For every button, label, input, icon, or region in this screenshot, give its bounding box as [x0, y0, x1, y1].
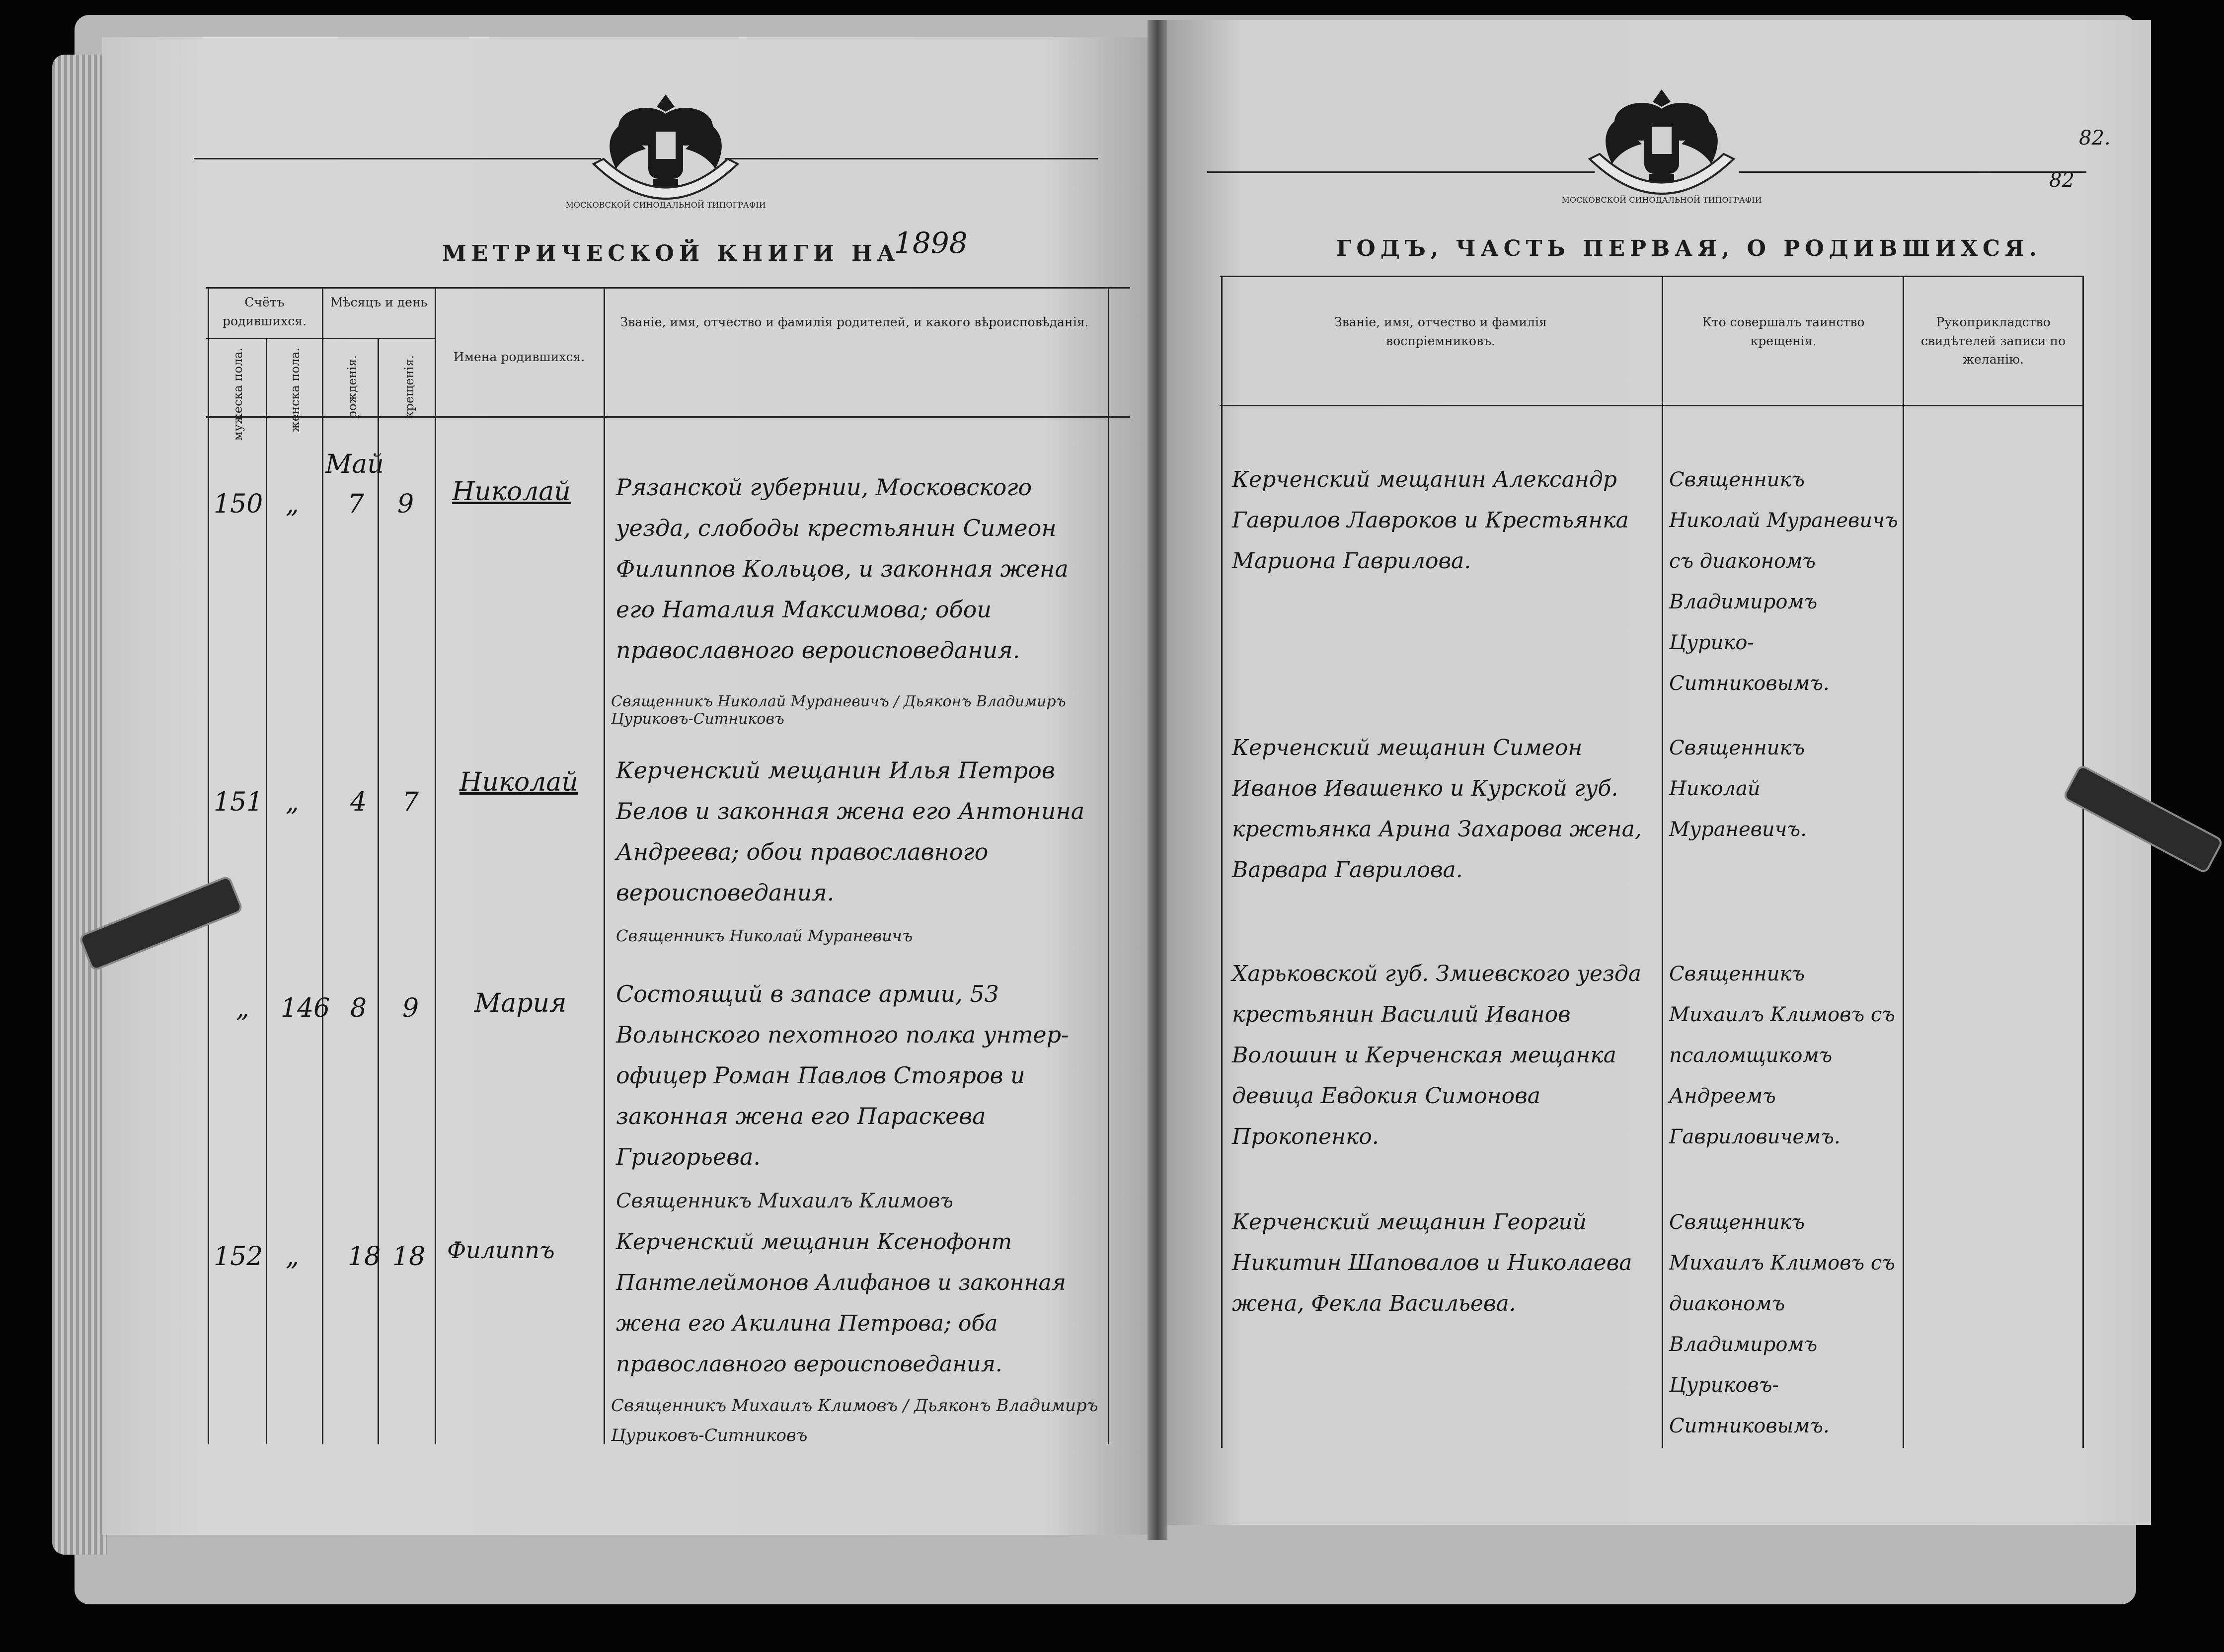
col-month-day: Мѣсяцъ и день: [330, 295, 428, 309]
entry-3-baptizer: Священникъ Михаилъ Климовъ съ псаломщикомъ Андреемъ Гавриловичемъ.: [1669, 963, 1895, 1148]
entry-1-male-no: 150: [214, 489, 263, 519]
entry-2-male-no: 151: [214, 787, 263, 817]
left-col-3: [322, 287, 323, 1444]
left-col-1: [208, 287, 209, 1444]
entry-1-female-no: „: [286, 489, 299, 519]
entry-2-baptizer: Священникъ Николай Мураневичъ.: [1669, 737, 1807, 841]
header-rule-left: [194, 158, 601, 159]
entry-2-godparents: Керченский мещанин Симеон Иванов Ивашенко и Курской губ. крестьянка Арина Захарова жена, Варвара Гаврилова.: [1232, 735, 1642, 883]
emblem-ribbon-right: МОСКОВСКОЙ СИНОДАЛЬНОЙ ТИПОГРАФІИ: [1561, 195, 1762, 205]
entry-3-godparents: Харьковской губ. Змиевского уезда крестьянин Василий Иванов Волошин и Керченская мещанка девица Евдокия Симонова Прокопенко.: [1232, 961, 1642, 1149]
eagle-emblem-left-icon: [565, 79, 766, 228]
entry-2-name: Николай: [460, 767, 578, 797]
col-count-born: Счётъ родившихся.: [223, 295, 307, 328]
right-table-top: [1220, 276, 2084, 277]
left-table-top: [206, 287, 1130, 289]
col-baptized: крещенія.: [402, 355, 416, 419]
left-table-head-bottom: [206, 416, 1130, 418]
entry-1-parents-signature: Священникъ Николай Мураневичъ / Дьяконъ Владимиръ Цуриковъ-Ситниковъ: [611, 693, 1066, 728]
entry-1-baptized-day: 9: [397, 489, 414, 519]
entry-4-godparents: Керченский мещанин Георгий Никитин Шаповалов и Николаева жена, Фекла Васильева.: [1232, 1209, 1632, 1316]
col-parents: Званіе, имя, отчество и фамилія родителей, и какого вѣроисповѣданія.: [620, 315, 1089, 329]
entry-4-male-no: 152: [214, 1242, 263, 1272]
left-col-5: [435, 287, 436, 1444]
entry-2-baptized-day: 7: [402, 787, 419, 817]
entry-2-female-no: „: [286, 787, 299, 817]
header-rule-right: [1207, 171, 1595, 173]
entry-4-baptized-day: 18: [392, 1242, 426, 1272]
entry-3-parents: Состоящий в запасе армии, 53 Волынского пехотного полка унтер-офицер Роман Павлов Стояров и законная жена его Параскева Григорьева.: [616, 980, 1069, 1170]
page-edges: [52, 55, 107, 1555]
entry-4-parents: Керченский мещанин Ксенофонт Пантелеймонов Алифанов и законная жена его Акилина Петрова; оба православного вероисповедания.: [616, 1229, 1066, 1377]
entry-4-name: Филиппъ: [447, 1237, 555, 1264]
page-number-pencil: 82.: [2079, 127, 2111, 150]
book-gutter: [1148, 20, 1167, 1540]
col-born: рожденія.: [345, 355, 359, 419]
entry-3-born-day: 8: [350, 993, 367, 1023]
entry-3-male-no: „: [236, 993, 249, 1023]
left-page-title: МЕТРИЧЕСКОЙ КНИГИ НА: [442, 241, 900, 266]
entry-4-born-day: 18: [348, 1242, 381, 1272]
entry-1-parents: Рязанской губернии, Московского уезда, слободы крестьянин Симеон Филиппов Кольцов, и законная жена его Наталия Максимова; обои православного вероисповедания.: [616, 474, 1069, 664]
left-col-6: [604, 287, 605, 1444]
entry-1-month: Май: [325, 450, 384, 479]
emblem-ribbon-left: МОСКОВСКОЙ СИНОДАЛЬНОЙ ТИПОГРАФІИ: [565, 200, 766, 210]
entry-4-baptizer: Священникъ Михаилъ Климовъ съ диакономъ Владимиромъ Цуриковъ-Ситниковымъ.: [1669, 1211, 1895, 1437]
entry-2-parents-signature: Священникъ Николай Мураневичъ: [616, 926, 913, 945]
entry-2-parents: Керченский мещанин Илья Петров Белов и законная жена его Антонина Андреева; обои православного вероисповедания.: [616, 757, 1085, 906]
handwritten-year: 1898: [894, 226, 968, 260]
right-col-1: [1221, 276, 1223, 1448]
col-names-born: Имена родившихся.: [453, 350, 585, 364]
entry-4-female-no: „: [286, 1242, 299, 1272]
col-baptizer: Кто совершалъ таинство крещенія.: [1702, 315, 1865, 348]
entry-3-name: Мария: [474, 988, 567, 1018]
left-table-subhead: [206, 338, 435, 339]
header-rule-left-2: [725, 158, 1098, 159]
entry-2-born-day: 4: [350, 787, 367, 817]
entry-3-baptized-day: 9: [402, 993, 419, 1023]
entry-3-parents-signature: Священникъ Михаилъ Климовъ: [616, 1190, 953, 1212]
entry-1-name: Николай: [452, 477, 571, 507]
col-count-male: мужеска пола.: [231, 348, 245, 441]
right-col-4: [2082, 276, 2084, 1448]
right-col-3: [1903, 276, 1904, 1448]
page-number-ink: 82: [2049, 169, 2074, 192]
entry-1-godparents: Керченский мещанин Александр Гаврилов Лавроков и Крестьянка Мариона Гаврилова.: [1232, 467, 1629, 574]
left-col-7: [1108, 287, 1109, 1444]
header-rule-right-2: [1739, 171, 2086, 173]
col-count-female: женска пола.: [288, 348, 302, 433]
right-table-head-bottom: [1220, 405, 2084, 406]
right-page-title: ГОДЪ, ЧАСТЬ ПЕРВАЯ, О РОДИВШИХСЯ.: [1336, 236, 2042, 261]
entry-1-baptizer: Священникъ Николай Мураневичъ съ диакономъ Владимиромъ Цурико-Ситниковымъ.: [1669, 468, 1898, 695]
entry-3-female-no: 146: [281, 993, 330, 1023]
entry-1-born-day: 7: [348, 489, 365, 519]
col-witness: Рукоприкладство свидѣтелей записи по желанію.: [1920, 315, 2066, 367]
right-col-2: [1662, 276, 1663, 1448]
left-col-2: [266, 338, 267, 1444]
entry-4-parents-signature: Священникъ Михаилъ Климовъ / Дьяконъ Владимиръ Цуриковъ-Ситниковъ: [611, 1396, 1098, 1445]
col-godparents: Званіе, имя, отчество и фамилія воспріемниковъ.: [1334, 315, 1547, 348]
eagle-emblem-right-icon: [1561, 75, 1762, 224]
left-col-4: [378, 338, 379, 1444]
